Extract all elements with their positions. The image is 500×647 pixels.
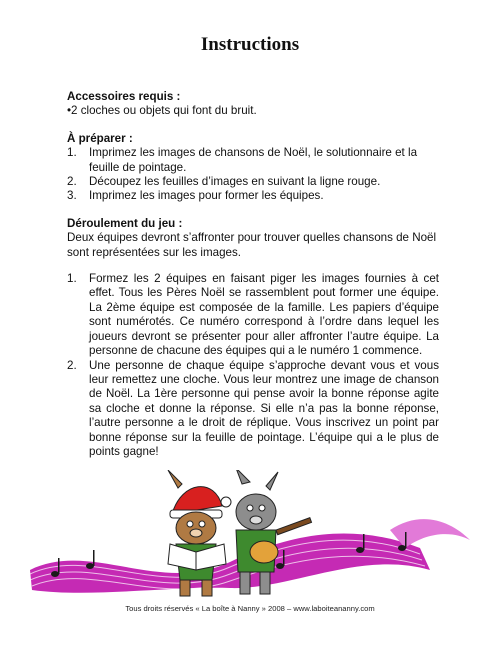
list-text: Découpez les feuilles d’images en suivant la ligne rouge. <box>89 175 381 189</box>
list-number: 1. <box>67 146 77 160</box>
preparer-list <box>67 146 439 204</box>
section-heading-deroulement: Déroulement du jeu : <box>67 216 183 230</box>
accessoires-item: •2 cloches ou objets qui font du bruit. <box>67 104 257 118</box>
list-item <box>67 189 439 203</box>
list-number: 2. <box>67 175 77 189</box>
section-heading-accessoires: Accessoires requis : <box>67 90 181 103</box>
list-item <box>67 146 439 175</box>
list-item <box>67 272 439 358</box>
list-item <box>67 175 439 189</box>
list-number: 3. <box>67 189 77 203</box>
page-title: Instructions <box>200 34 300 55</box>
footer-copyright: Tous droits réservés « La boîte à Nanny » 2008 – www.laboiteananny.com <box>125 604 375 613</box>
caroling-bunnies-illustration <box>30 470 470 600</box>
list-text: Une personne de chaque équipe s’approche devant vous et vous leur remettez une cloche. Vous leur montrez une image de chanson de Noël. La 1ère personne qui pense avoir la bonne réponse agite sa cloche et donne la réponse. Si elle n’a pas la bonne réponse, l’autre personne a le droit de réplique. Vous inscrivez un point par bonne réponse sur la feuille de pointage. L’équipe qui a le plus de points gagne! <box>89 358 439 458</box>
section-heading-preparer: À préparer : <box>67 131 133 145</box>
list-number: 1. <box>67 272 77 286</box>
list-item <box>67 359 439 460</box>
list-number: 2. <box>67 358 77 372</box>
deroulement-intro: Deux équipes devront s’affronter pour trouver quelles chansons de Noël sont représentées sur les images. <box>67 231 437 259</box>
list-text: Formez les 2 équipes en faisant piger les images fournies à cet effet. Tous les Pères Noël se rassemblent pout former une équipe. La 2ème équipe est composée de la famille. Les papiers d’équipe sont numérotés. Ce numéro correspond à l’ordre dans lequel les joueurs devront se présenter pour aller affronter l’autre équipe. La personne de chacune des équipes qui a le numéro 1 commence. <box>89 272 439 358</box>
instructions-body <box>67 90 439 459</box>
deroulement-list <box>67 272 439 459</box>
list-text: Imprimez les images de chansons de Noël, le solutionnaire et la feuille de pointage. <box>89 146 418 174</box>
list-text: Imprimez les images pour former les équipes. <box>89 189 324 203</box>
